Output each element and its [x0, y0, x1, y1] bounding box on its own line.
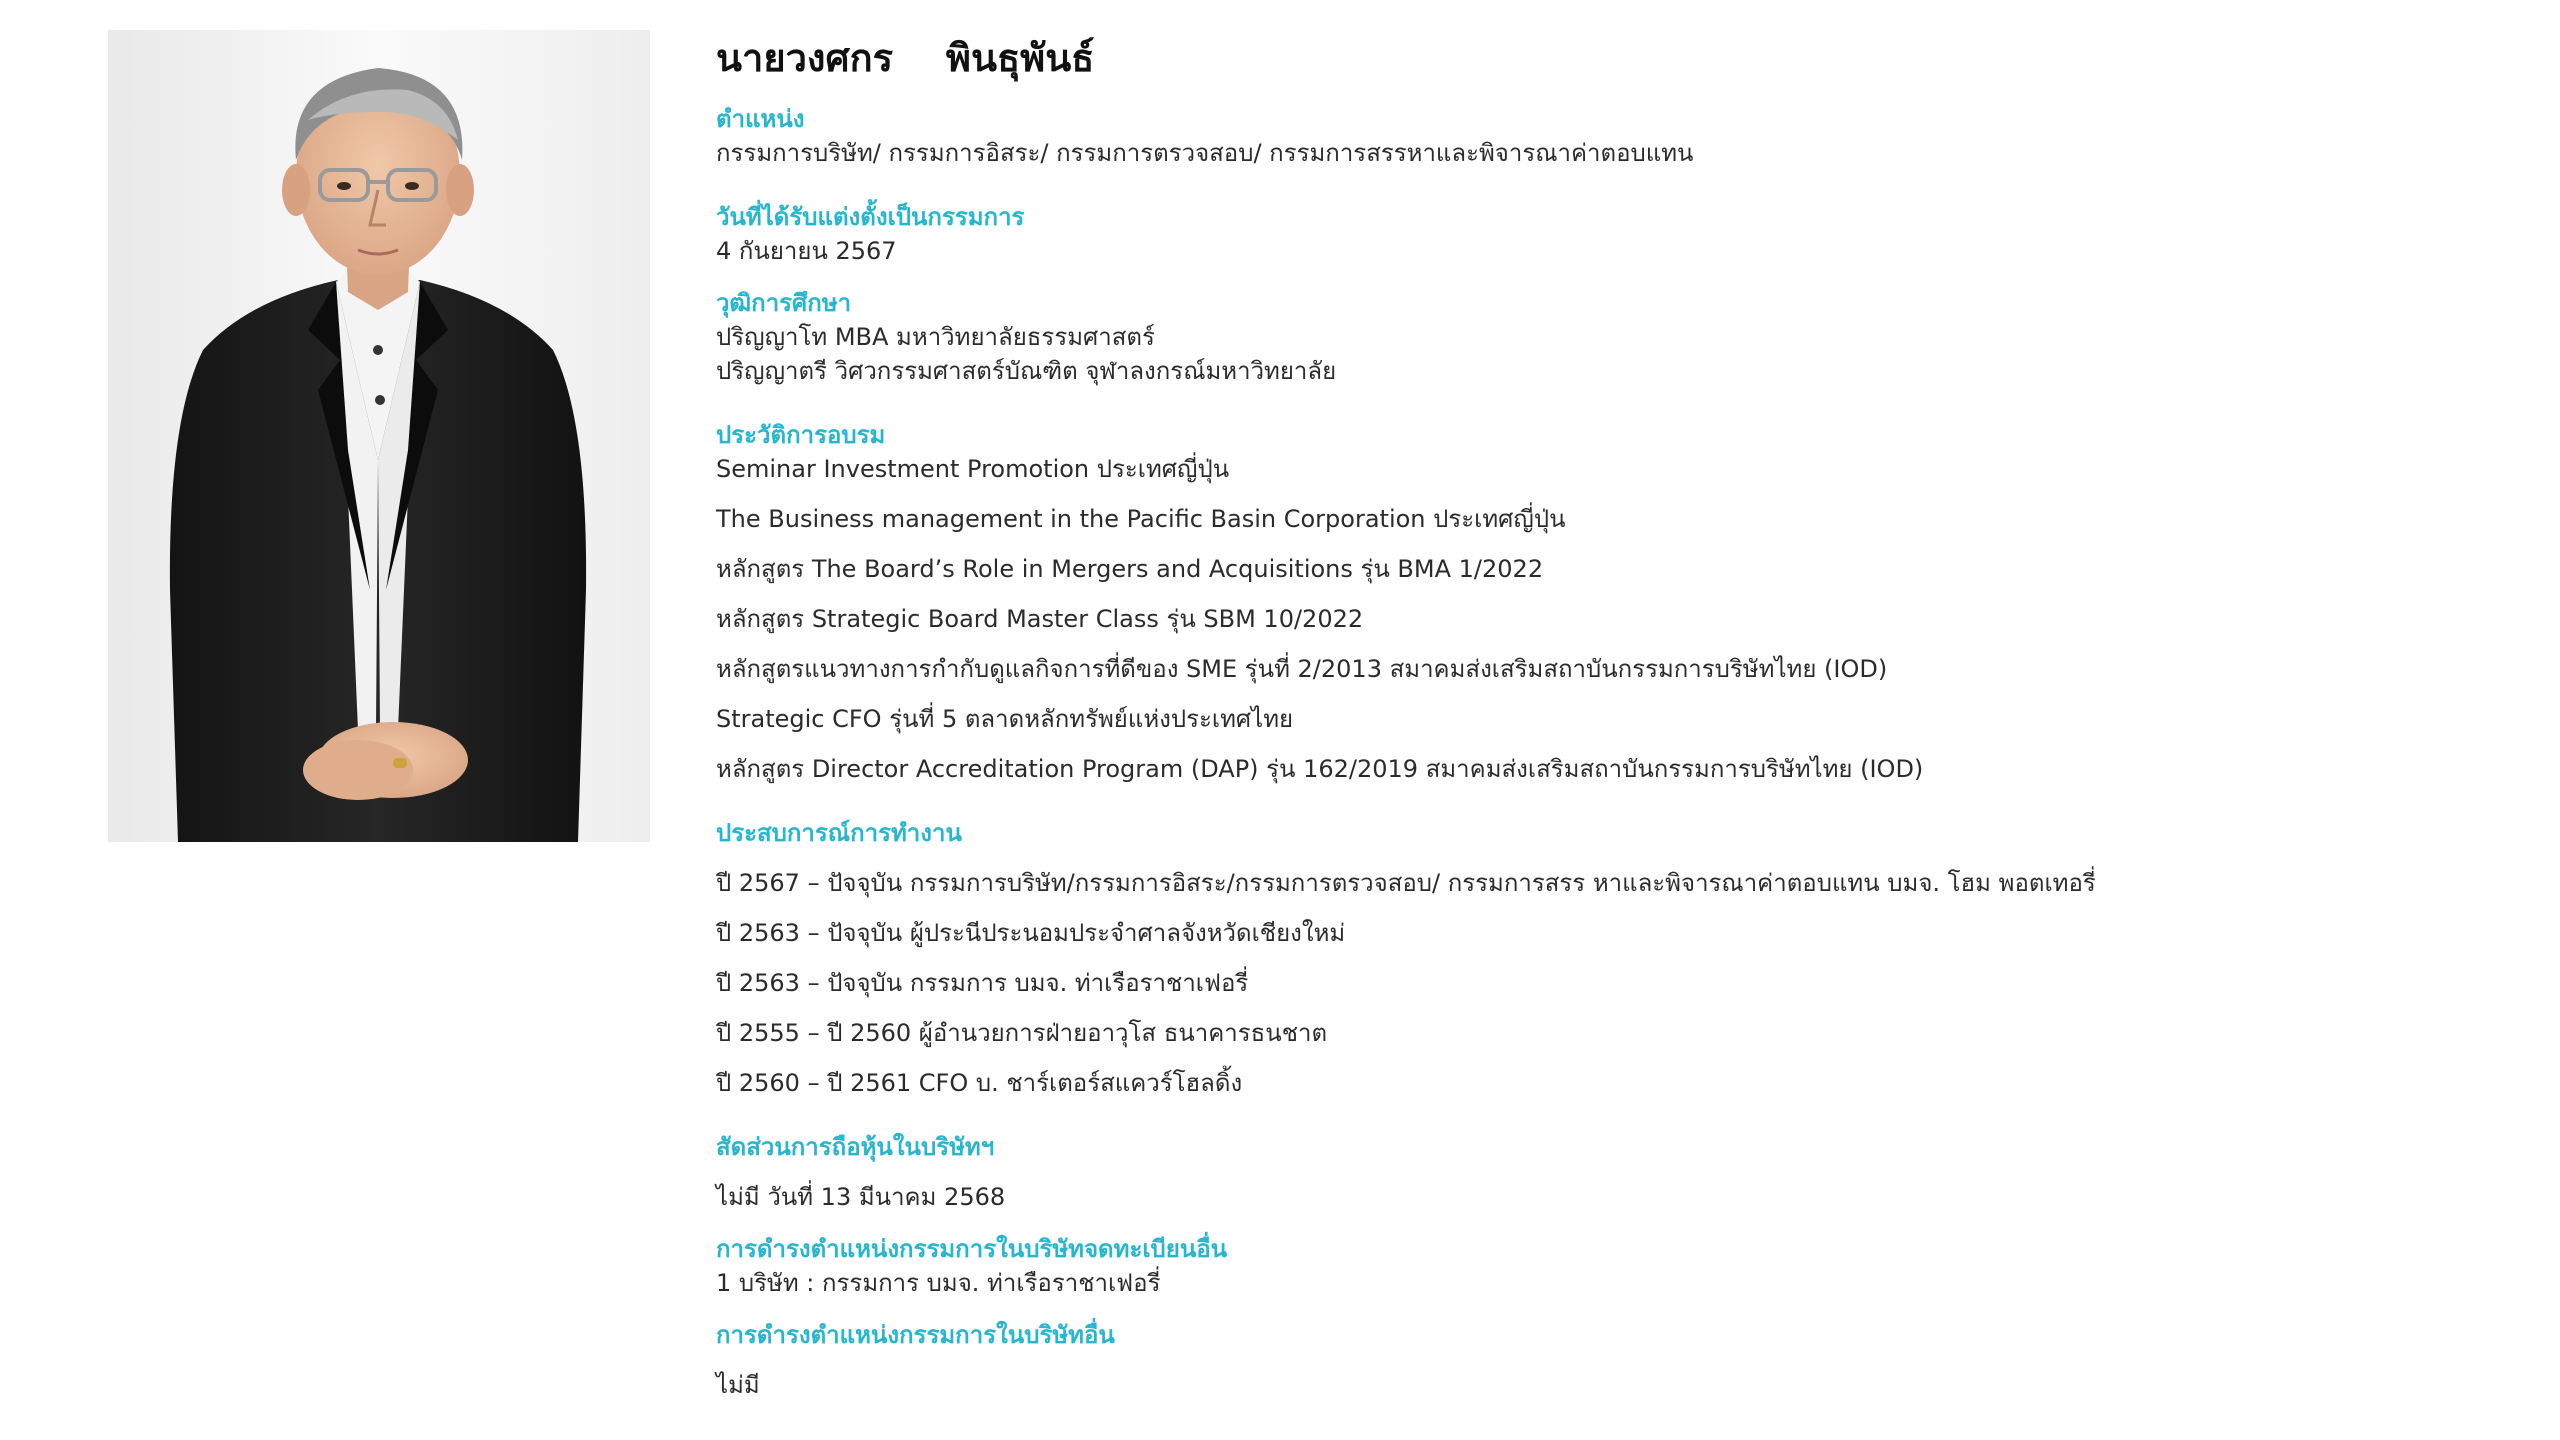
experience-item: ปี 2567 – ปัจจุบัน กรรมการบริษัท/กรรมการอิสระ/กรรมการตรวจสอบ/ กรรมการสรร หาและพิจารณาค่าตอบแทน บมจ. โฮม พอตเทอรี่	[716, 869, 2096, 897]
portrait-illustration	[108, 30, 650, 842]
position-section	[716, 102, 2536, 170]
appointed-label: วันที่ได้รับแต่งตั้งเป็นกรรมการ	[716, 203, 1025, 231]
experience-item: ปี 2555 – ปี 2560 ผู้อำนวยการฝ่ายอาวุโส ธนาคารธนชาต	[716, 1019, 1328, 1047]
appointment-section	[716, 200, 2536, 268]
training-item: หลักสูตร Director Accreditation Program (DAP) รุ่น 162/2019 สมาคมส่งเสริมสถาบันกรรมการบริษัทไทย (IOD)	[716, 755, 1924, 783]
listed-positions-section	[716, 1232, 2536, 1300]
training-item: Strategic CFO รุ่นที่ 5 ตลาดหลักทรัพย์แห่งประเทศไทย	[716, 705, 1294, 733]
experience-label: ประสบการณ์การทำงาน	[716, 819, 962, 847]
experience-item: ปี 2563 – ปัจจุบัน กรรมการ บมจ. ท่าเรือราชาเฟอรี่	[716, 969, 1249, 997]
other-positions-section	[716, 1318, 2536, 1402]
shareholding-section	[716, 1130, 2536, 1214]
training-item: หลักสูตรแนวทางการกำกับดูแลกิจการที่ดีของ SME รุ่นที่ 2/2013 สมาคมส่งเสริมสถาบันกรรมการบริษัทไทย (IOD)	[716, 655, 1888, 683]
education-item: ปริญญาตรี วิศวกรรมศาสตร์บัณฑิต จุฬาลงกรณ์มหาวิทยาลัย	[716, 357, 1337, 385]
listed-positions-label: การดำรงตำแหน่งกรรมการในบริษัทจดทะเบียนอื่น	[716, 1235, 1228, 1263]
education-label: วุฒิการศึกษา	[716, 289, 852, 317]
profile-details	[716, 30, 2536, 1432]
training-item: หลักสูตร Strategic Board Master Class รุ่น SBM 10/2022	[716, 605, 1364, 633]
appointed-value: 4 กันยายน 2567	[716, 237, 897, 265]
training-item: Seminar Investment Promotion ประเทศญี่ปุ่น	[716, 455, 1230, 483]
experience-item: ปี 2560 – ปี 2561 CFO บ. ชาร์เตอร์สแควร์โฮลดิ้ง	[716, 1069, 1243, 1097]
shareholding-value: ไม่มี วันที่ 13 มีนาคม 2568	[716, 1183, 1006, 1211]
director-portrait-photo	[108, 30, 650, 842]
training-item: The Business management in the Pacific Basin Corporation ประเทศญี่ปุ่น	[716, 505, 1566, 533]
training-item: หลักสูตร The Board’s Role in Mergers and Acquisitions รุ่น BMA 1/2022	[716, 555, 1544, 583]
experience-item: ปี 2563 – ปัจจุบัน ผู้ประนีประนอมประจำศาลจังหวัดเชียงใหม่	[716, 919, 1346, 947]
other-positions-label: การดำรงตำแหน่งกรรมการในบริษัทอื่น	[716, 1321, 1115, 1349]
position-value: กรรมการบริษัท/ กรรมการอิสระ/ กรรมการตรวจสอบ/ กรรมการสรรหาและพิจารณาค่าตอบแทน	[716, 139, 1694, 167]
shareholding-label: สัดส่วนการถือหุ้นในบริษัทฯ	[716, 1133, 995, 1161]
education-section	[716, 286, 2536, 388]
other-positions-value: ไม่มี	[716, 1371, 760, 1399]
training-section	[716, 418, 2536, 786]
training-label: ประวัติการอบรม	[716, 421, 886, 449]
listed-positions-value: 1 บริษัท : กรรมการ บมจ. ท่าเรือราชาเฟอรี่	[716, 1269, 1161, 1297]
experience-section	[716, 816, 2536, 1100]
education-item: ปริญญาโท MBA มหาวิทยาลัยธรรมศาสตร์	[716, 323, 1155, 351]
position-label: ตำแหน่ง	[716, 105, 805, 133]
director-name: นายวงศกร พินธุพันธ์	[716, 36, 1095, 80]
